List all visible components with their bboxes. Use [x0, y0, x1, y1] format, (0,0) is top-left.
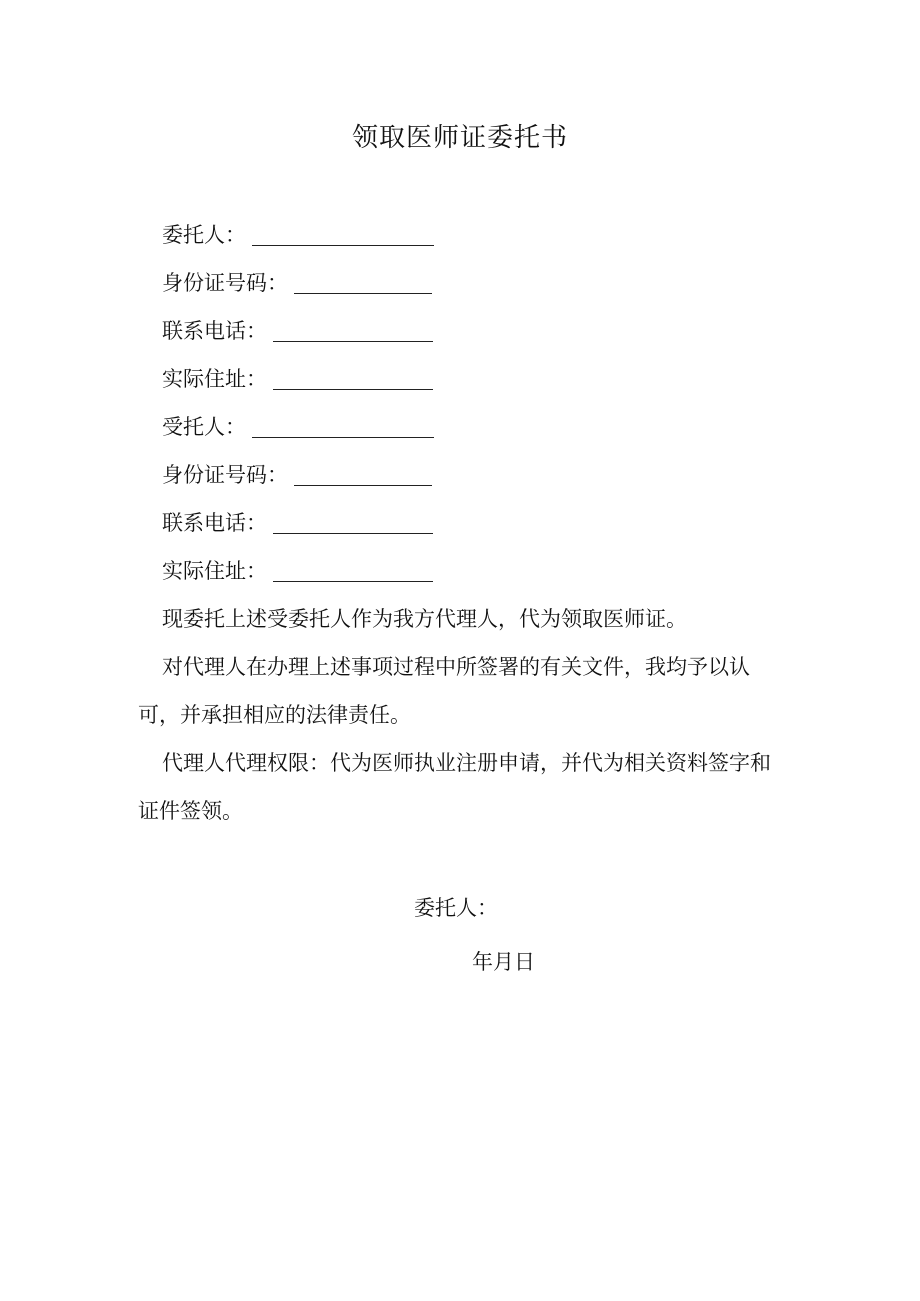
field-label: 身份证号码：	[162, 271, 288, 295]
field-label: 联系电话：	[162, 511, 267, 535]
fill-blank-line[interactable]	[252, 223, 434, 246]
fill-blank-line[interactable]	[273, 559, 433, 582]
field-principal-phone	[162, 316, 433, 346]
fill-blank-line[interactable]	[273, 319, 433, 342]
authority-statement: 代理人代理权限：代为医师执业注册申请，并代为相关资料签字和证件签领。	[138, 751, 771, 823]
field-principal-id-number	[162, 268, 432, 298]
fill-blank-line[interactable]	[273, 367, 433, 390]
date-label: 年月日	[472, 950, 535, 974]
field-principal-address	[162, 364, 433, 394]
signature-label: 委托人：	[414, 896, 498, 920]
field-principal	[162, 220, 434, 250]
fill-blank-line[interactable]	[294, 463, 432, 486]
field-label: 委托人：	[162, 223, 246, 247]
fill-blank-line[interactable]	[273, 511, 433, 534]
field-label: 实际住址：	[162, 559, 267, 583]
field-label: 受托人：	[162, 415, 246, 439]
liability-statement: 对代理人在办理上述事项过程中所签署的有关文件，我均予以认可，并承担相应的法律责任。	[138, 655, 750, 727]
field-agent-id-number	[162, 460, 432, 490]
field-agent-phone	[162, 508, 433, 538]
field-agent	[162, 412, 434, 442]
field-agent-address	[162, 556, 433, 586]
fill-blank-line[interactable]	[294, 271, 432, 294]
field-label: 联系电话：	[162, 319, 267, 343]
delegation-statement: 现委托上述受委托人作为我方代理人，代为领取医师证。	[162, 607, 687, 631]
field-label: 身份证号码：	[162, 463, 288, 487]
field-label: 实际住址：	[162, 367, 267, 391]
fill-blank-line[interactable]	[252, 415, 434, 438]
document-title: 领取医师证委托书	[351, 123, 568, 153]
